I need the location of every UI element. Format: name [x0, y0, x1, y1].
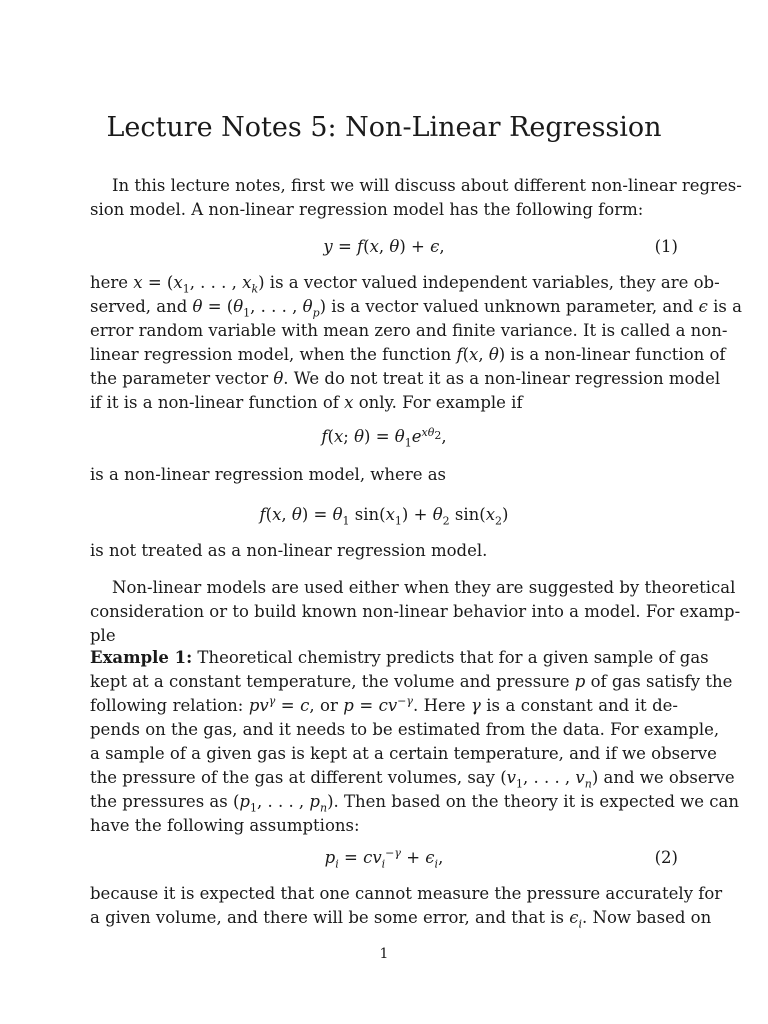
equation-3-body: f(x, $\theta) = \theta_1$ $\sin(x_1) + \theta_2$ $\sin(x_2)$ — [259, 505, 509, 528]
equation-2-body: f(x; $\theta) = \theta_1e^{x\theta_2}$, — [321, 425, 447, 450]
equation-number: (2) — [654, 848, 678, 867]
text-line: ple — [90, 626, 116, 645]
equation-1 — [90, 235, 678, 259]
text-line: consideration or to build known non-linear behavior into a model. For examp- — [90, 602, 741, 621]
equation-4-body: $p_i = cv_i^{-\gamma} + \epsilon_i$, — [324, 846, 444, 871]
text-line: served, and $\theta = (\theta_1$, . . . , $\theta_p$) is a vector valued unknown parameter, and ϵ is a — [90, 297, 742, 320]
text-line: the pressure of the gas at different volumes, say ($v_1$, . . . , $v_n$) and we observe — [90, 768, 735, 791]
text-line: is a non-linear regression model, where as — [90, 465, 447, 484]
equation-4 — [90, 846, 678, 870]
text-block — [90, 539, 678, 563]
text-line: here $x = (x_1$, . . . , $x_k$) is a vector valued independent variables, they are ob- — [90, 273, 720, 296]
page-title: Lecture Notes 5: Non-Linear Regression — [106, 112, 662, 143]
text-line: a given volume, and there will be some error, and that is $\epsilon_i$. Now based on — [90, 908, 712, 931]
intro-paragraph — [90, 174, 742, 222]
text-line: the pressures as ($p_1$, . . . , $p_n$). Then based on the theory it is expected we can — [90, 792, 740, 815]
text-line: a sample of a given gas is kept at a certain temperature, and if we observe — [90, 744, 717, 763]
equation-2 — [90, 425, 678, 449]
closing-paragraph — [90, 882, 723, 931]
text-line: error random variable with mean zero and finite variance. It is called a non- — [90, 321, 728, 340]
text-line: is not treated as a non-linear regression model. — [90, 541, 488, 560]
text-line: pends on the gas, and it needs to be estimated from the data. For example, — [90, 720, 720, 739]
text-line: kept at a constant temperature, the volume and pressure p of gas satisfy the — [90, 672, 733, 691]
text-line: have the following assumptions: — [90, 816, 360, 835]
page-number: 1 — [379, 946, 389, 962]
equation-number: (1) — [654, 237, 678, 256]
text-line: linear regression model, when the function f(x, θ) is a non-linear function of — [90, 345, 726, 364]
text-line: sion model. A non-linear regression model has the following form: — [90, 200, 644, 219]
text-line: Example 1: Theoretical chemistry predicts that for a given sample of gas — [90, 648, 709, 667]
definition-paragraph — [90, 271, 742, 415]
motivation-paragraph — [90, 576, 741, 648]
example-label: Example 1: — [90, 648, 193, 667]
text-block — [90, 463, 678, 487]
text-line: because it is expected that one cannot measure the pressure accurately for — [90, 884, 723, 903]
text-line: In this lecture notes, first we will discuss about different non-linear regres- — [112, 176, 742, 195]
text-line: the parameter vector θ. We do not treat it as a non-linear regression model — [90, 369, 721, 388]
text-line: following relation: $pv^\gamma = c$, or $p = cv^{-\gamma}$. Here γ is a constant and it de- — [90, 694, 678, 715]
example-paragraph — [90, 646, 740, 838]
equation-3 — [90, 503, 678, 527]
text-line: Non-linear models are used either when they are suggested by theoretical — [112, 578, 736, 597]
equation-1-body: y = f(x, θ) + ϵ, — [323, 237, 445, 256]
text-line: if it is a non-linear function of x only. For example if — [90, 393, 523, 412]
